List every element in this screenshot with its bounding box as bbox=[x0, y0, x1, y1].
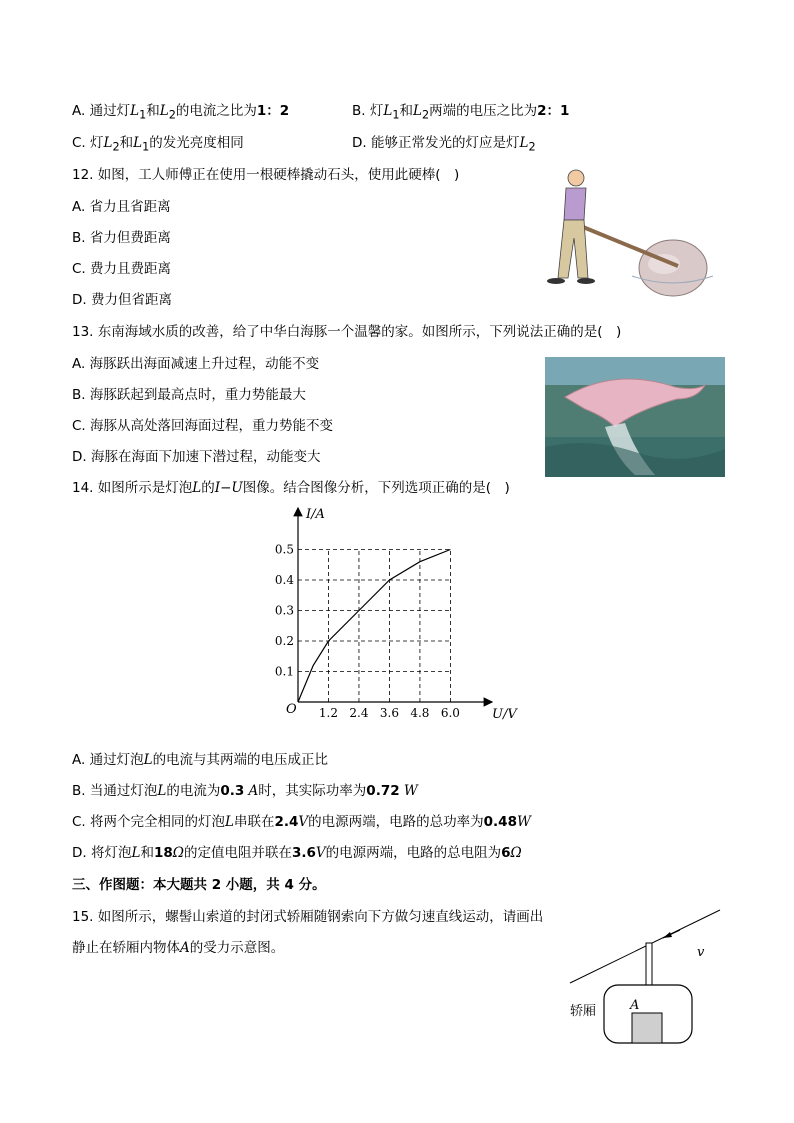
q14-a-post: 的电流与其两端的电压成正比 bbox=[152, 752, 329, 768]
q14-stem-mid: 的 bbox=[201, 480, 215, 496]
q12-stem: 12. 如图，工人师傅正在使用一根硬棒撬动石头，使用此硬棒( ) bbox=[72, 167, 460, 183]
y-axis-label: I/A bbox=[306, 507, 325, 522]
unit: Ω bbox=[510, 845, 522, 861]
q14-b-mid2: 时，其实际功率为 bbox=[258, 783, 367, 799]
chart-grid bbox=[298, 550, 450, 703]
y-tick-label: 0.3 bbox=[274, 603, 294, 618]
q11-d-pre: D. 能够正常发光的灯应是灯 bbox=[352, 135, 520, 151]
q14-a-pre: A. 通过灯泡 bbox=[72, 752, 144, 768]
unit: Ω bbox=[172, 845, 184, 861]
y-tick-label: 0.4 bbox=[274, 573, 294, 587]
var-iu: I−U bbox=[214, 480, 243, 496]
worker-lever-figure bbox=[528, 168, 718, 298]
var-l: L bbox=[413, 103, 422, 119]
q15-line-2 bbox=[72, 938, 284, 958]
q11-option-b bbox=[352, 101, 569, 126]
q14-b-value1: 0.3 bbox=[220, 783, 245, 799]
cable-car-figure bbox=[560, 905, 725, 1050]
q11-a-ratio: 1：2 bbox=[256, 103, 290, 119]
q14-d-value1: 18 bbox=[153, 845, 173, 861]
var-l: L bbox=[157, 783, 167, 799]
q11-option-d bbox=[352, 133, 536, 158]
q11-option-c bbox=[72, 133, 244, 158]
sub: 1 bbox=[139, 108, 147, 122]
var-l: L bbox=[133, 135, 143, 151]
sub: 2 bbox=[168, 108, 176, 122]
object-a bbox=[632, 1013, 662, 1043]
q14-stem-post: 图像。结合图像分析，下列选项正确的是( ) bbox=[242, 480, 510, 496]
var-l: L bbox=[192, 480, 202, 496]
var-l: L bbox=[519, 135, 529, 151]
cabin-label: 轿厢 bbox=[570, 1004, 597, 1019]
x-tick-label: 2.4 bbox=[349, 706, 369, 720]
y-tick-label: 0.2 bbox=[274, 634, 294, 648]
y-tick-label: 0.5 bbox=[274, 542, 294, 557]
q14-option-c bbox=[72, 812, 531, 832]
q11-c-mid: 和 bbox=[119, 135, 134, 151]
origin-label: O bbox=[286, 702, 297, 717]
object-a-label: A bbox=[630, 998, 640, 1013]
sub: 1 bbox=[142, 140, 150, 154]
unit: W bbox=[403, 783, 418, 799]
var-l: L bbox=[383, 103, 393, 119]
q12-option-d: D. 费力但省距离 bbox=[72, 292, 172, 308]
unit: A bbox=[248, 783, 259, 799]
q15-line2-pre: 静止在轿厢内物体 bbox=[72, 940, 180, 956]
var-l: L bbox=[103, 135, 113, 151]
iu-curve bbox=[298, 550, 450, 703]
velocity-arrow-head bbox=[663, 932, 672, 938]
q14-option-a bbox=[72, 750, 328, 770]
q15-line-1: 15. 如图所示，螺髻山索道的封闭式轿厢随钢索向下方做匀速直线运动，请画出 bbox=[72, 909, 544, 925]
var-l: L bbox=[159, 103, 169, 119]
q11-b-post: 两端的电压之比为 bbox=[429, 103, 538, 119]
q13-option-b: B. 海豚跃起到最高点时，重力势能最大 bbox=[72, 387, 306, 403]
q11-option-a bbox=[72, 101, 289, 126]
q11-b-ratio: 2：1 bbox=[537, 103, 570, 119]
q11-a-pre: A. 通过灯 bbox=[72, 103, 131, 119]
q15-line2-post: 的受力示意图。 bbox=[189, 940, 285, 956]
q11-c-pre: C. 灯 bbox=[72, 135, 104, 151]
q14-c-mid: 串联在 bbox=[233, 814, 275, 830]
section-3-title: 三、作图题：本大题共 2 小题，共 4 分。 bbox=[72, 877, 326, 893]
x-tick-label: 6.0 bbox=[440, 706, 460, 720]
var-l: L bbox=[225, 814, 234, 830]
q12-option-c: C. 费力且费距离 bbox=[72, 261, 172, 277]
q13-option-c: C. 海豚从高处落回海面过程，重力势能不变 bbox=[72, 418, 334, 434]
q14-stem-pre: 14. 如图所示是灯泡 bbox=[72, 480, 193, 496]
sub: 2 bbox=[528, 140, 536, 154]
iu-chart bbox=[270, 500, 530, 725]
q14-b-pre: B. 当通过灯泡 bbox=[72, 783, 158, 799]
q11-a-post: 的电流之比为 bbox=[175, 103, 257, 119]
q14-b-mid: 的电流为 bbox=[166, 783, 221, 799]
unit: V bbox=[298, 814, 309, 830]
unit: V bbox=[315, 845, 326, 861]
y-tick-label: 0.1 bbox=[274, 664, 294, 679]
var-l: L bbox=[130, 103, 140, 119]
q11-b-pre: B. 灯 bbox=[352, 103, 384, 119]
velocity-label: v bbox=[697, 945, 705, 960]
q11-c-post: 的发光亮度相同 bbox=[149, 135, 244, 151]
q14-d-value2: 3.6 bbox=[291, 845, 316, 861]
sub: 1 bbox=[392, 108, 400, 122]
q14-d-mid: 和 bbox=[140, 845, 154, 861]
q14-d-value3: 6 bbox=[501, 845, 511, 861]
hanger-rod bbox=[646, 943, 652, 985]
unit: W bbox=[516, 814, 531, 830]
q14-stem bbox=[72, 478, 510, 498]
x-tick-label: 1.2 bbox=[318, 706, 339, 720]
q14-c-pre: C. 将两个完全相同的灯泡 bbox=[72, 814, 226, 830]
q13-stem: 13. 东南海域水质的改善，给了中华白海豚一个温馨的家。如图所示，下列说法正确的是( ) bbox=[72, 324, 622, 340]
var-l: L bbox=[131, 845, 141, 861]
q12-option-a: A. 省力且省距离 bbox=[72, 199, 171, 215]
q14-d-mid2: 的定值电阻并联在 bbox=[183, 845, 292, 861]
q14-c-mid2: 的电源两端，电路的总功率为 bbox=[308, 814, 484, 830]
q14-option-b bbox=[72, 781, 418, 801]
q14-b-value2: 0.72 bbox=[366, 783, 400, 799]
q14-d-mid3: 的电源两端，电路的总电阻为 bbox=[325, 845, 502, 861]
var-l: L bbox=[143, 752, 153, 768]
q14-d-pre: D. 将灯泡 bbox=[72, 845, 132, 861]
sub: 2 bbox=[421, 108, 430, 122]
q11-b-mid: 和 bbox=[399, 103, 413, 119]
q13-option-d: D. 海豚在海面下加速下潜过程，动能变大 bbox=[72, 449, 321, 465]
q12-option-b: B. 省力但费距离 bbox=[72, 230, 171, 246]
sub: 2 bbox=[112, 140, 120, 154]
x-axis-label: U/V bbox=[492, 707, 517, 722]
q11-a-mid: 和 bbox=[146, 103, 160, 119]
dolphin-photo bbox=[545, 357, 725, 477]
q14-c-value2: 0.48 bbox=[483, 814, 517, 830]
x-tick-label: 3.6 bbox=[379, 706, 399, 720]
q13-option-a: A. 海豚跃出海面减速上升过程，动能不变 bbox=[72, 356, 320, 372]
q14-c-value1: 2.4 bbox=[274, 814, 299, 830]
x-tick-label: 4.8 bbox=[410, 706, 430, 720]
var-a: A bbox=[180, 940, 190, 956]
q14-option-d bbox=[72, 843, 522, 863]
